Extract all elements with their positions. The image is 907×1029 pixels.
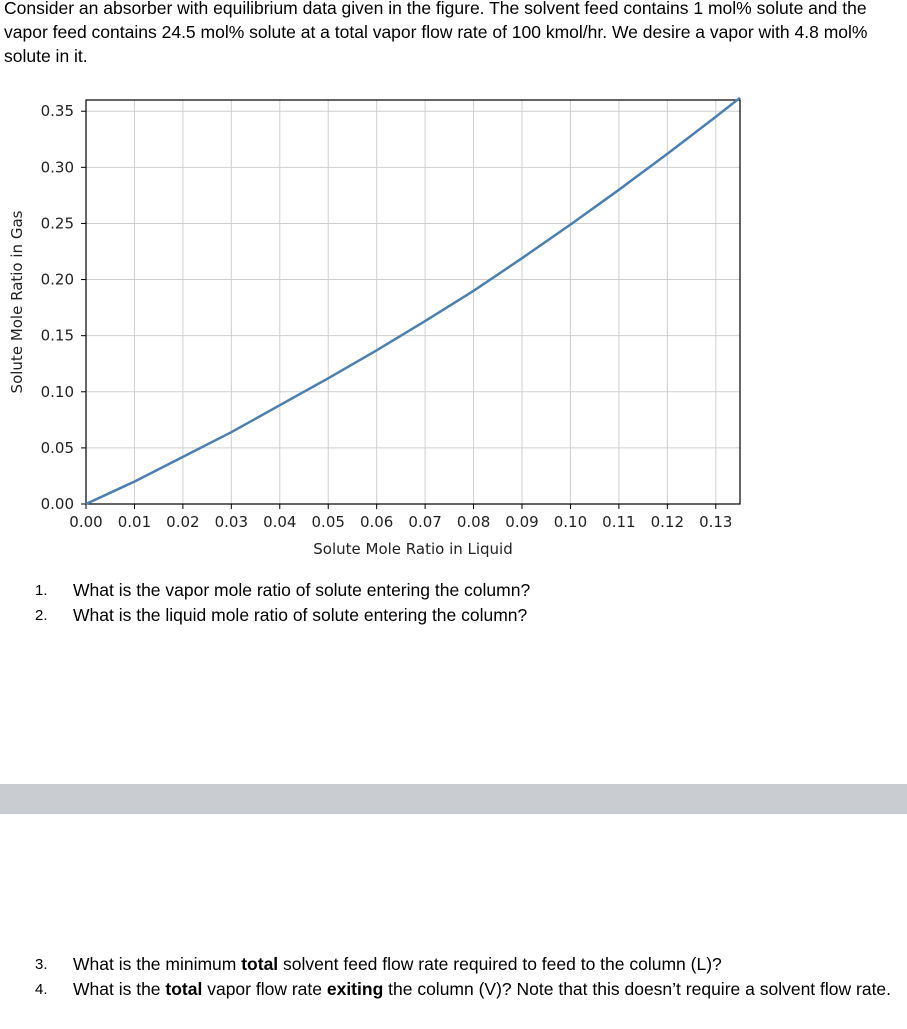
question-list-part2 [35, 952, 905, 1002]
question-list-part1 [35, 578, 905, 628]
equilibrium-curve [86, 98, 740, 504]
axis-ticks [41, 102, 733, 531]
y-tick-label: 0.10 [40, 382, 74, 401]
list-item [35, 603, 905, 628]
list-item [35, 952, 905, 977]
question-number: 3. [35, 956, 48, 973]
y-tick-label: 0.25 [40, 214, 74, 233]
y-tick-label: 0.00 [40, 495, 74, 513]
question-text-bold: exiting [326, 979, 384, 999]
x-tick-label: 0.13 [699, 513, 733, 531]
question-text: What is the vapor mole ratio of solute entering the column? [73, 580, 531, 600]
question-number: 4. [35, 981, 48, 998]
x-tick-label: 0.09 [505, 513, 539, 531]
equilibrium-chart [0, 92, 907, 562]
list-item [35, 578, 905, 603]
question-number: 2. [35, 607, 48, 624]
question-text-bold: total [241, 954, 279, 974]
x-tick-label: 0.06 [359, 513, 394, 531]
section-divider [0, 784, 907, 814]
x-tick-label: 0.10 [553, 513, 588, 531]
question-text-bold: total [165, 979, 203, 999]
y-tick-label: 0.15 [40, 326, 74, 345]
y-tick-label: 0.35 [40, 102, 74, 121]
y-tick-label: 0.30 [40, 158, 74, 177]
x-tick-label: 0.01 [117, 513, 152, 531]
x-tick-label: 0.08 [456, 513, 491, 531]
x-tick-label: 0.11 [602, 513, 636, 531]
y-tick-label: 0.20 [40, 270, 74, 289]
x-tick-label: 0.05 [311, 513, 345, 531]
y-axis-label: Solute Mole Ratio in Gas [8, 210, 26, 394]
x-tick-label: 0.12 [650, 513, 685, 531]
question-text: What is the liquid mole ratio of solute entering the column? [73, 605, 528, 625]
x-tick-label: 0.04 [263, 513, 297, 531]
x-tick-label: 0.07 [408, 513, 442, 531]
x-tick-label: 0.03 [214, 513, 249, 531]
question-text-pre: What is the [73, 979, 166, 999]
question-text-rest: the column (V)? Note that this doesn’t require a solvent flow rate. [383, 979, 892, 999]
grid-lines [86, 100, 740, 504]
x-axis-label: Solute Mole Ratio in Liquid [313, 540, 513, 558]
question-text-rest: solvent feed flow rate required to feed to the column (L)? [278, 954, 722, 974]
question-text-mid: vapor flow rate [202, 979, 327, 999]
problem-intro: Consider an absorber with equilibrium data given in the figure. The solvent feed contains 1 mol% solute and the vapor feed contains 24.5 mol% solute at a total vapor flow rate of 100 kmol/hr. We desire a vapor with 4.8 mol% solute in it. [4, 0, 868, 66]
question-text-pre: What is the minimum [73, 954, 242, 974]
y-tick-label: 0.05 [40, 438, 74, 457]
list-item [35, 977, 905, 1002]
question-number: 1. [35, 582, 48, 599]
x-tick-label: 0.02 [166, 513, 200, 531]
x-tick-label: 0.00 [69, 513, 103, 531]
plot-frame [86, 100, 740, 504]
